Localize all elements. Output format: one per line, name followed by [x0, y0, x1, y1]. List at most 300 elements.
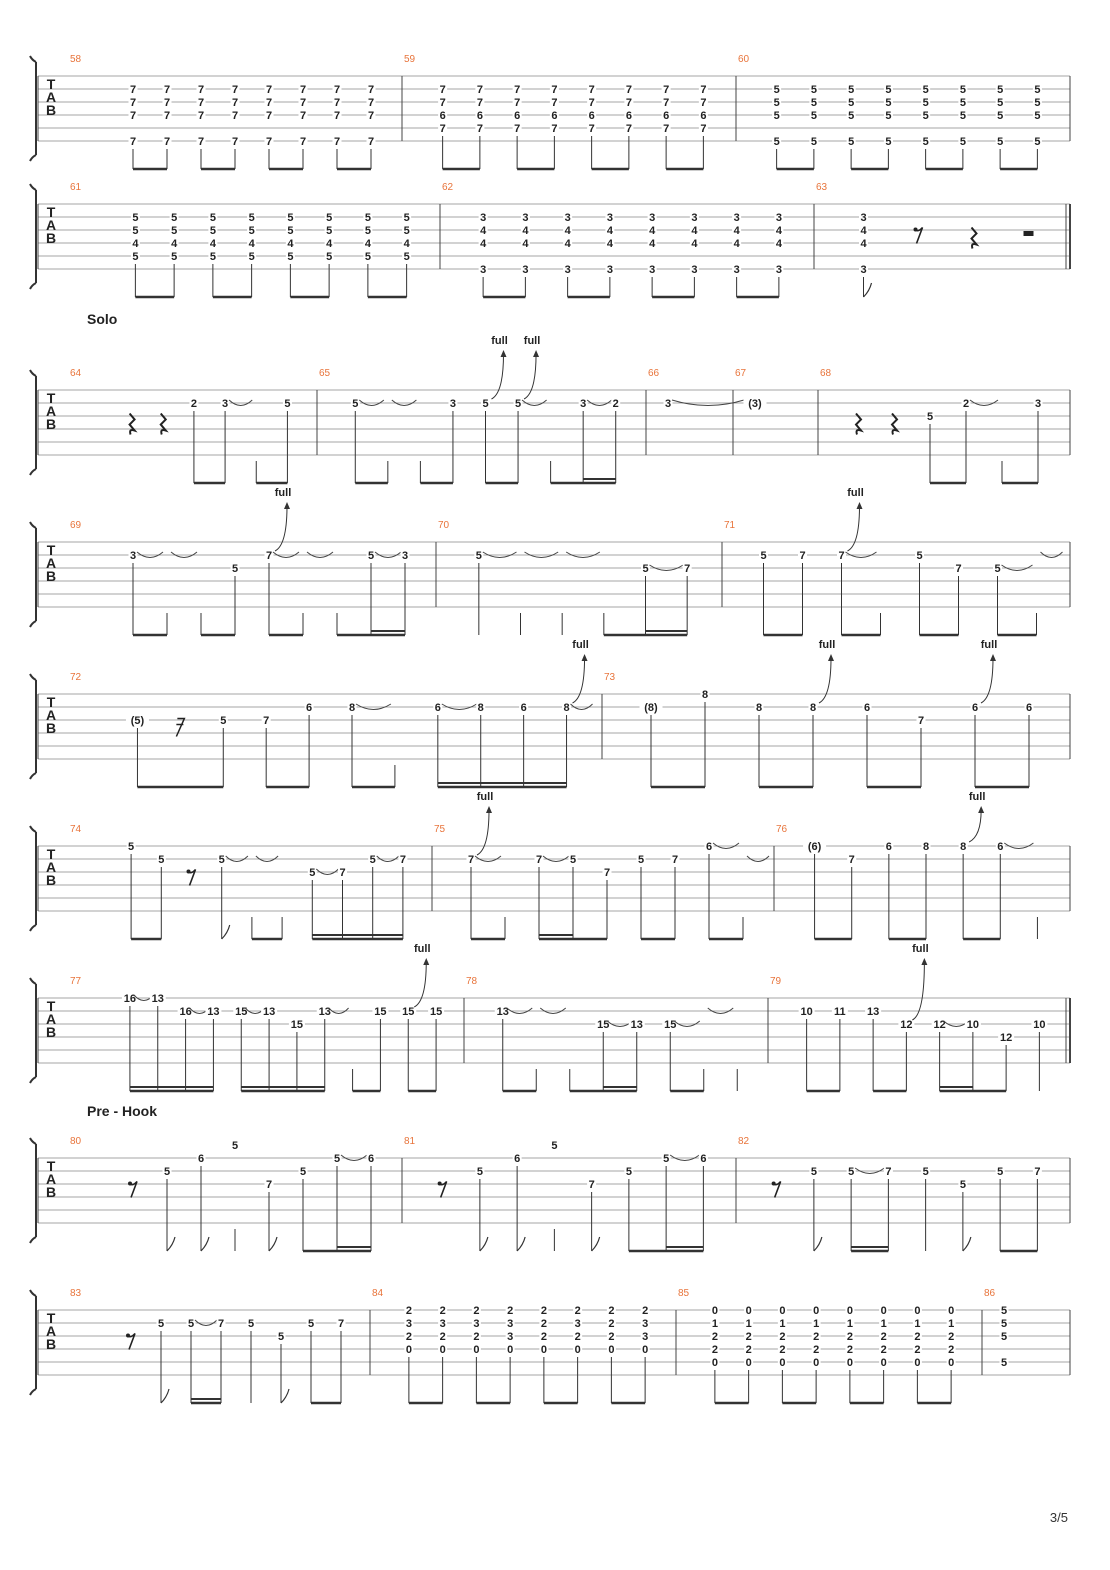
- fret-number: 8: [701, 689, 709, 701]
- fret-number: 7: [588, 1179, 595, 1191]
- fret-number: 5: [218, 854, 225, 866]
- fret-number: 8: [960, 841, 967, 853]
- tab-clef-letter: T: [46, 390, 56, 406]
- fret-number: 3: [733, 264, 740, 276]
- eighth-rest-dot: [187, 870, 191, 874]
- bend-curve: [819, 658, 831, 703]
- quarter-rest: [856, 414, 861, 435]
- fret-number: 7: [588, 123, 595, 135]
- fret-number: 7: [231, 110, 239, 122]
- fret-number: 5: [364, 251, 371, 263]
- fret-number: 5: [994, 563, 1001, 575]
- fret-number: 7: [333, 97, 341, 109]
- fret-number: 3: [606, 212, 613, 224]
- fret-number: 1: [880, 1318, 887, 1330]
- fret-number: 6: [434, 702, 441, 714]
- note-flag: [269, 1237, 277, 1251]
- tab-system: [30, 791, 1070, 939]
- fret-number: 2: [846, 1344, 853, 1356]
- bend-label: full: [968, 791, 986, 803]
- eighth-rest-dot: [772, 1182, 776, 1186]
- fret-number: 5: [187, 1318, 195, 1330]
- fret-number: 7: [231, 136, 239, 148]
- fret-number: 5: [1034, 110, 1041, 122]
- tab-clef-letter: B: [45, 230, 57, 246]
- fret-number: 0: [846, 1305, 853, 1317]
- tab-clef-letter: A: [45, 217, 57, 233]
- fret-number: 13: [496, 1006, 509, 1018]
- fret-number: 6: [306, 702, 313, 714]
- tab-system: [30, 182, 1070, 297]
- fret-number: 2: [846, 1331, 853, 1343]
- fret-number: 4: [171, 238, 178, 250]
- fret-number: 4: [564, 238, 571, 250]
- bend-arrowhead: [990, 654, 996, 661]
- fret-number: 0: [948, 1305, 955, 1317]
- fret-number: 5: [209, 225, 216, 237]
- fret-number: 5: [403, 225, 410, 237]
- fret-number: 5: [885, 136, 892, 148]
- tab-clef-letter: T: [46, 76, 56, 92]
- measure-number: 67: [735, 368, 747, 379]
- fret-number: 7: [885, 1166, 892, 1178]
- note-flag: [480, 1237, 488, 1251]
- fret-number: 7: [799, 550, 806, 562]
- fret-number: 4: [649, 225, 656, 237]
- fret-number: 3: [642, 1318, 649, 1330]
- bend-curve: [573, 658, 585, 703]
- fret-number: 5: [364, 225, 371, 237]
- fret-number: 5: [551, 1140, 558, 1152]
- fret-number: 5: [810, 97, 817, 109]
- system-bracket: [30, 56, 36, 161]
- fret-number: 5: [885, 97, 892, 109]
- fret-number: 5: [248, 225, 255, 237]
- fret-number: 3: [1034, 398, 1042, 410]
- bend-arrowhead: [978, 806, 984, 813]
- fret-number: 13: [318, 1006, 331, 1018]
- half-rest: [1024, 231, 1034, 236]
- fret-number: 5: [773, 110, 780, 122]
- tab-clef-letter: A: [45, 859, 57, 875]
- eighth-rest-dot: [128, 1182, 132, 1186]
- fret-number: 5: [333, 1153, 341, 1165]
- fret-number: 7: [955, 563, 962, 575]
- fret-number: 13: [207, 1006, 220, 1018]
- fret-number: 5: [848, 1166, 855, 1178]
- fret-number: 7: [551, 84, 558, 96]
- fret-number: 5: [287, 212, 294, 224]
- fret-number: 0: [914, 1357, 921, 1369]
- fret-number: 6: [705, 841, 713, 853]
- measure-number: 85: [678, 1288, 690, 1299]
- fret-number: 8: [755, 702, 763, 714]
- tab-system: [30, 487, 1070, 635]
- eighth-rest-dot: [126, 1334, 130, 1338]
- fret-number: 7: [439, 84, 446, 96]
- fret-number: 5: [326, 225, 333, 237]
- fret-number: 7: [439, 123, 446, 135]
- fret-number: 6: [863, 702, 871, 714]
- bend-curve: [492, 354, 504, 399]
- fret-number: 3: [775, 264, 782, 276]
- note-flag: [161, 1389, 169, 1403]
- fret-number: 0: [540, 1344, 547, 1356]
- fret-number: 7: [663, 97, 670, 109]
- fret-number: 7: [551, 123, 558, 135]
- fret-number: 2: [779, 1331, 786, 1343]
- fret-number: 5: [307, 1318, 315, 1330]
- fret-number: 3: [564, 264, 571, 276]
- fret-number: 6: [700, 1153, 707, 1165]
- fret-number: 7: [129, 136, 137, 148]
- fret-number: 5: [132, 225, 139, 237]
- fret-number: 5: [959, 136, 966, 148]
- fret-number: 2: [507, 1305, 514, 1317]
- fret-number: 3: [574, 1318, 581, 1330]
- bend-curve: [414, 962, 426, 1007]
- fret-number: 5: [287, 251, 294, 263]
- fret-number: 3: [664, 398, 672, 410]
- system-bracket: [30, 826, 36, 931]
- fret-number: 7: [476, 97, 483, 109]
- fret-number: 5: [284, 398, 291, 410]
- fret-number: 5: [1034, 97, 1041, 109]
- fret-number: (3): [748, 398, 762, 410]
- bend-label: full: [572, 639, 589, 651]
- tab-system: [30, 943, 1070, 1091]
- tab-clef-letter: A: [45, 707, 57, 723]
- fret-number: 7: [265, 110, 273, 122]
- fret-number: 3: [649, 212, 656, 224]
- system-bracket: [30, 184, 36, 289]
- bend-arrowhead: [501, 350, 507, 357]
- fret-number: 0: [745, 1357, 752, 1369]
- system-bracket: [30, 1290, 36, 1395]
- fret-number: 2: [473, 1305, 480, 1317]
- fret-number: 5: [231, 563, 239, 575]
- bend-label: full: [980, 639, 998, 651]
- bend-label: full: [476, 791, 494, 803]
- fret-number: 7: [339, 867, 346, 879]
- fret-number: 5: [959, 110, 966, 122]
- fret-number: 5: [1000, 1305, 1008, 1317]
- fret-number: 7: [663, 84, 670, 96]
- eighth-rest-dot: [914, 228, 918, 232]
- fret-number: 5: [848, 84, 855, 96]
- fret-number: 2: [574, 1305, 581, 1317]
- fret-number: 7: [625, 97, 632, 109]
- fret-number: 7: [231, 97, 239, 109]
- fret-number: 7: [367, 97, 375, 109]
- note-flag: [963, 1237, 971, 1251]
- tab-system: [30, 639, 1070, 787]
- measure-number: 71: [724, 520, 736, 531]
- fret-number: 2: [439, 1305, 446, 1317]
- fret-number: 1: [711, 1318, 718, 1330]
- fret-number: 8: [348, 702, 356, 714]
- fret-number: 7: [625, 84, 632, 96]
- fret-number: 2: [439, 1331, 446, 1343]
- fret-number: 2: [745, 1344, 752, 1356]
- quarter-rest: [972, 228, 977, 249]
- fret-number: 5: [810, 84, 817, 96]
- fret-number: 5: [247, 1318, 255, 1330]
- fret-number: 3: [507, 1318, 514, 1330]
- fret-number: 5: [132, 251, 139, 263]
- fret-number: 2: [962, 398, 970, 410]
- fret-number: 5: [916, 550, 923, 562]
- measure-number: 86: [984, 1288, 996, 1299]
- fret-number: 10: [800, 1006, 813, 1018]
- fret-number: 6: [476, 110, 483, 122]
- bend-label: full: [847, 487, 864, 499]
- fret-number: 5: [132, 212, 139, 224]
- fret-number: 7: [367, 110, 375, 122]
- fret-number: 4: [733, 238, 740, 250]
- fret-number: 4: [522, 225, 529, 237]
- fret-number: 7: [367, 84, 375, 96]
- fret-number: 4: [649, 238, 656, 250]
- fret-number: 5: [959, 84, 966, 96]
- measure-number: 70: [438, 520, 450, 531]
- fret-number: 1: [745, 1318, 752, 1330]
- fret-number: 5: [476, 1166, 483, 1178]
- fret-number: 7: [265, 550, 273, 562]
- sixteenth-rest: [176, 719, 184, 737]
- measure-number: 60: [738, 54, 750, 65]
- fret-number: 3: [449, 398, 457, 410]
- fret-number: 4: [209, 238, 216, 250]
- fret-number: 7: [671, 854, 679, 866]
- system-bracket: [30, 674, 36, 779]
- system-bracket: [30, 1138, 36, 1243]
- fret-number: 3: [129, 550, 137, 562]
- fret-number: 2: [612, 398, 619, 410]
- fret-number: 6: [700, 110, 707, 122]
- tab-clef-letter: T: [46, 1310, 56, 1326]
- fret-number: 5: [1000, 1357, 1008, 1369]
- bend-curve: [524, 354, 536, 399]
- fret-number: 5: [248, 251, 255, 263]
- measure-number: 82: [738, 1136, 750, 1147]
- fret-number: 0: [711, 1357, 718, 1369]
- fret-number: 4: [287, 238, 294, 250]
- bend-curve: [477, 810, 489, 855]
- fret-number: 7: [514, 97, 521, 109]
- fret-number: 7: [163, 136, 171, 148]
- fret-number: 5: [475, 550, 482, 562]
- fret-number: 5: [1034, 136, 1041, 148]
- fret-number: 6: [971, 702, 979, 714]
- bend-label: full: [414, 943, 431, 955]
- fret-number: 6: [439, 110, 446, 122]
- quarter-rest: [892, 414, 897, 435]
- bend-label: full: [912, 943, 929, 955]
- fret-number: 0: [405, 1344, 412, 1356]
- measure-number: 62: [442, 182, 454, 193]
- tab-clef-letter: T: [46, 998, 56, 1014]
- bend-arrowhead: [423, 958, 429, 965]
- fret-number: 15: [290, 1019, 304, 1031]
- fret-number: 5: [810, 136, 817, 148]
- measure-number: 74: [70, 824, 82, 835]
- tab-clef-letter: B: [45, 720, 57, 736]
- measure-number: 61: [70, 182, 82, 193]
- fret-number: 7: [838, 550, 845, 562]
- fret-number: 0: [574, 1344, 581, 1356]
- fret-number: 5: [663, 1153, 670, 1165]
- fret-number: 8: [563, 702, 570, 714]
- fret-number: (8): [644, 702, 658, 714]
- fret-number: 5: [848, 136, 855, 148]
- fret-number: 7: [265, 84, 273, 96]
- measure-number: 80: [70, 1136, 82, 1147]
- fret-number: 2: [948, 1344, 955, 1356]
- fret-number: 6: [997, 841, 1004, 853]
- fret-number: 7: [299, 84, 307, 96]
- fret-number: 3: [522, 212, 529, 224]
- fret-number: 7: [333, 84, 341, 96]
- measure-number: 64: [70, 368, 82, 379]
- note-flag: [592, 1237, 600, 1251]
- fret-number: 7: [917, 715, 925, 727]
- fret-number: 6: [1025, 702, 1033, 714]
- fret-number: 5: [209, 212, 216, 224]
- tab-clef-letter: T: [46, 694, 56, 710]
- fret-number: 5: [569, 854, 577, 866]
- fret-number: 3: [439, 1318, 446, 1330]
- fret-number: 7: [514, 123, 521, 135]
- fret-number: 7: [163, 97, 171, 109]
- tab-clef-letter: B: [45, 1184, 57, 1200]
- fret-number: 5: [364, 212, 371, 224]
- fret-number: 15: [664, 1019, 677, 1031]
- section-label: Solo: [87, 311, 118, 327]
- measure-number: 73: [604, 672, 616, 683]
- tab-clef-letter: B: [45, 568, 57, 584]
- system-bracket: [30, 370, 36, 475]
- fret-number: 0: [711, 1305, 718, 1317]
- bend-arrowhead: [486, 806, 492, 813]
- fret-number: 2: [608, 1318, 615, 1330]
- fret-number: 2: [880, 1331, 887, 1343]
- fret-number: 7: [129, 97, 137, 109]
- fret-number: 7: [467, 854, 475, 866]
- measure-number: 77: [70, 976, 82, 987]
- bend-label: full: [274, 487, 292, 499]
- fret-number: 4: [775, 225, 782, 237]
- fret-number: 7: [588, 84, 595, 96]
- fret-number: 8: [477, 702, 484, 714]
- fret-number: 5: [277, 1331, 285, 1343]
- fret-number: 7: [399, 854, 406, 866]
- fret-number: 0: [948, 1357, 955, 1369]
- fret-number: 3: [860, 264, 867, 276]
- tab-clef-letter: B: [45, 872, 57, 888]
- fret-number: 5: [220, 715, 227, 727]
- fret-number: 5: [810, 110, 817, 122]
- fret-number: 16: [179, 1006, 192, 1018]
- fret-number: 4: [522, 238, 529, 250]
- tab-system: [30, 1288, 1070, 1403]
- fret-number: 7: [684, 563, 691, 575]
- fret-number: 4: [775, 238, 782, 250]
- fret-number: 0: [439, 1344, 446, 1356]
- fret-number: 5: [997, 136, 1004, 148]
- fret-number: 2: [608, 1331, 615, 1343]
- fret-number: 5: [642, 563, 649, 575]
- eighth-rest-dot: [438, 1182, 442, 1186]
- fret-number: 7: [197, 136, 205, 148]
- fret-number: 5: [922, 1166, 929, 1178]
- bend-label: full: [818, 639, 836, 651]
- fret-number: 5: [959, 97, 966, 109]
- fret-number: 5: [209, 251, 216, 263]
- fret-number: 2: [473, 1331, 480, 1343]
- fret-number: 0: [779, 1357, 786, 1369]
- system-bracket: [30, 978, 36, 1083]
- fret-number: 3: [480, 212, 487, 224]
- fret-number: 7: [333, 136, 341, 148]
- fret-number: 5: [482, 398, 489, 410]
- fret-number: 5: [773, 84, 780, 96]
- fret-number: 2: [779, 1344, 786, 1356]
- fret-number: 4: [691, 225, 698, 237]
- tab-clef-letter: A: [45, 1323, 57, 1339]
- fret-number: 3: [480, 264, 487, 276]
- fret-number: 12: [1000, 1032, 1013, 1044]
- tab-clef-letter: T: [46, 204, 56, 220]
- bend-curve: [981, 658, 993, 703]
- fret-number: 2: [405, 1305, 412, 1317]
- fret-number: 5: [352, 398, 359, 410]
- fret-number: 4: [364, 238, 371, 250]
- measure-number: 81: [404, 1136, 416, 1147]
- fret-number: 1: [914, 1318, 921, 1330]
- fret-number: 12: [900, 1019, 913, 1031]
- fret-number: 7: [535, 854, 543, 866]
- fret-number: 6: [367, 1153, 375, 1165]
- fret-number: 0: [813, 1305, 820, 1317]
- fret-number: 5: [997, 97, 1004, 109]
- fret-number: 3: [507, 1331, 514, 1343]
- fret-number: 2: [540, 1318, 547, 1330]
- fret-number: 5: [773, 97, 780, 109]
- fret-number: 5: [922, 136, 929, 148]
- fret-number: 0: [813, 1357, 820, 1369]
- fret-number: 2: [574, 1331, 581, 1343]
- fret-number: 7: [439, 97, 446, 109]
- fret-number: 10: [966, 1019, 979, 1031]
- fret-number: 5: [997, 84, 1004, 96]
- bend-arrowhead: [582, 654, 588, 661]
- fret-number: 5: [922, 97, 929, 109]
- tab-clef-letter: A: [45, 1011, 57, 1027]
- fret-number: 5: [287, 225, 294, 237]
- tab-clef-letter: B: [45, 102, 57, 118]
- fret-number: 6: [551, 110, 558, 122]
- fret-number: 15: [597, 1019, 610, 1031]
- fret-number: 7: [299, 97, 307, 109]
- fret-number: 6: [588, 110, 595, 122]
- fret-number: 5: [369, 854, 376, 866]
- fret-number: 5: [403, 212, 410, 224]
- fret-number: 5: [367, 550, 375, 562]
- fret-number: 7: [163, 84, 171, 96]
- fret-number: 15: [429, 1006, 443, 1018]
- system-bracket: [30, 522, 36, 627]
